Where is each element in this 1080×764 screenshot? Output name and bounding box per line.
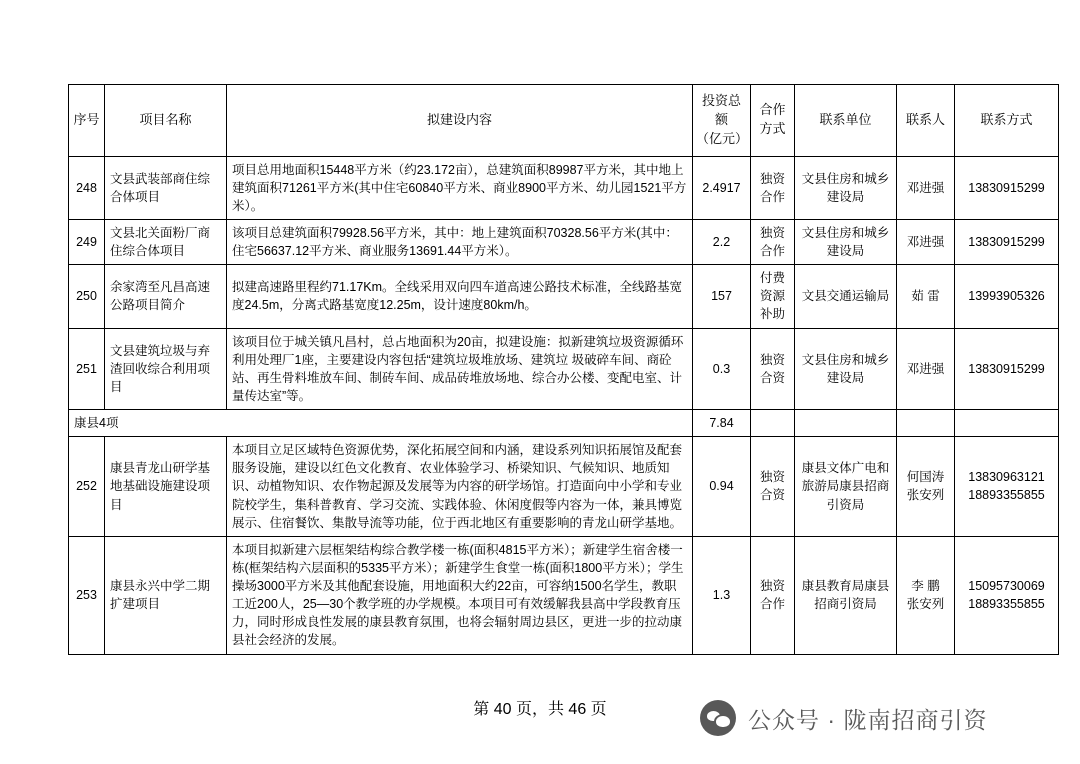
cell-total-investment: 2.4917 [693, 156, 751, 219]
cell-project-name: 文县北关面粉厂商住综合体项目 [105, 219, 227, 264]
cell-project-name: 康县青龙山研学基地基础设施建设项目 [105, 437, 227, 537]
cell-cooperation-mode: 独资合资 [751, 437, 795, 537]
table-row [69, 219, 1059, 264]
cell-project-name: 文县建筑垃圾与弃渣回收综合利用项目 [105, 328, 227, 410]
cell-no: 251 [69, 328, 105, 410]
cell-total-investment: 157 [693, 265, 751, 328]
cell-total-investment: 2.2 [693, 219, 751, 264]
cell-planned-content: 该项目位于城关镇凡昌村，总占地面积为20亩，拟建设施：拟新建筑垃圾资源循环利用处理厂1座，主要建设内容包括“建筑垃圾堆放场、建筑垃 圾破碎车间、商砼站、再生骨料堆放车间、制砖车间、成品砖堆放场地、综合办公楼、变配电室、计量传达室”等。 [227, 328, 693, 410]
project-table-container [68, 84, 1045, 655]
cell-contact-unit: 文县住房和城乡建设局 [795, 156, 897, 219]
cell-no: 250 [69, 265, 105, 328]
cell-contact-person: 茹 雷 [897, 265, 955, 328]
header-project-name: 项目名称 [105, 85, 227, 157]
cell-no: 253 [69, 536, 105, 654]
header-planned-content: 拟建设内容 [227, 85, 693, 157]
cell-contact-person: 李 鹏 张安列 [897, 536, 955, 654]
watermark-text: 公众号 · 陇南招商引资 [748, 706, 988, 733]
cell-subtotal-person [897, 410, 955, 437]
cell-subtotal-coop [751, 410, 795, 437]
table-row [69, 437, 1059, 537]
cell-no: 248 [69, 156, 105, 219]
cell-contact-info: 15095730069 18893355855 [955, 536, 1059, 654]
cell-project-name: 余家湾至凡昌高速公路项目简介 [105, 265, 227, 328]
cell-contact-info: 13830915299 [955, 156, 1059, 219]
cell-planned-content: 项目总用地面积15448平方米（约23.172亩），总建筑面积89987平方米，其中地上建筑面积71261平方米(其中住宅60840平方米、商业8900平方米、幼儿园1521平方米）。 [227, 156, 693, 219]
cell-project-name: 文县武装部商住综合体项目 [105, 156, 227, 219]
header-contact-info: 联系方式 [955, 85, 1059, 157]
cell-planned-content: 拟建高速路里程约71.17Km。全线采用双向四车道高速公路技术标准，全线路基宽度24.5m，分离式路基宽度12.25m，设计速度80km/h。 [227, 265, 693, 328]
cell-cooperation-mode: 独资合资 [751, 328, 795, 410]
cell-cooperation-mode: 独资合作 [751, 156, 795, 219]
cell-contact-person: 何国涛 张安列 [897, 437, 955, 537]
cell-total-investment: 0.3 [693, 328, 751, 410]
cell-cooperation-mode: 独资合作 [751, 536, 795, 654]
cell-total-investment: 0.94 [693, 437, 751, 537]
table-header-row [69, 85, 1059, 157]
header-contact-person: 联系人 [897, 85, 955, 157]
cell-contact-person: 邓进强 [897, 219, 955, 264]
table-row [69, 156, 1059, 219]
project-table [68, 84, 1059, 655]
cell-contact-info: 13830915299 [955, 328, 1059, 410]
cell-project-name: 康县永兴中学二期扩建项目 [105, 536, 227, 654]
cell-no: 252 [69, 437, 105, 537]
cell-planned-content: 该项目总建筑面积79928.56平方米，其中：地上建筑面积70328.56平方米(其中：住宅56637.12平方米、商业服务13691.44平方米）。 [227, 219, 693, 264]
cell-subtotal-contact [955, 410, 1059, 437]
cell-contact-info: 13830963121 18893355855 [955, 437, 1059, 537]
cell-subtotal-amount: 7.84 [693, 410, 751, 437]
table-row [69, 328, 1059, 410]
cell-subtotal-unit [795, 410, 897, 437]
table-row [69, 536, 1059, 654]
wechat-icon [700, 700, 736, 736]
header-cooperation-mode: 合作 方式 [751, 85, 795, 157]
cell-no: 249 [69, 219, 105, 264]
table-row [69, 265, 1059, 328]
page-footer-text: 第 40 页，共 46 页 [473, 701, 607, 718]
cell-total-investment: 1.3 [693, 536, 751, 654]
cell-cooperation-mode: 独资合作 [751, 219, 795, 264]
header-contact-unit: 联系单位 [795, 85, 897, 157]
watermark [700, 700, 987, 736]
cell-contact-info: 13993905326 [955, 265, 1059, 328]
header-no: 序号 [69, 85, 105, 157]
cell-contact-unit: 文县住房和城乡建设局 [795, 328, 897, 410]
cell-contact-unit: 康县文体广电和旅游局康县招商引资局 [795, 437, 897, 537]
cell-contact-person: 邓进强 [897, 156, 955, 219]
table-subtotal-row [69, 410, 1059, 437]
cell-contact-info: 13830915299 [955, 219, 1059, 264]
cell-contact-person: 邓进强 [897, 328, 955, 410]
cell-contact-unit: 文县交通运输局 [795, 265, 897, 328]
cell-planned-content: 本项目拟新建六层框架结构综合教学楼一栋(面积4815平方米）；新建学生宿舍楼一栋(框架结构六层面积的5335平方米）；新建学生食堂一栋(面积1800平方米）；学生操场3000平方米及其他配套设施，用地面积大约22亩，可容纳1500名学生，教职工近200人，25—30个教学班的办学规模。本项目可有效缓解我县高中学段教育压力，同时形成良性发展的康县教育氛围，也将会辐射周边县区，更进一步的拉动康县社会经济的发展。 [227, 536, 693, 654]
cell-cooperation-mode: 付费资源补助 [751, 265, 795, 328]
cell-contact-unit: 文县住房和城乡建设局 [795, 219, 897, 264]
cell-subtotal-label: 康县4项 [69, 410, 693, 437]
header-total-investment: 投资总额 （亿元） [693, 85, 751, 157]
cell-planned-content: 本项目立足区域特色资源优势，深化拓展空间和内涵，建设系列知识拓展馆及配套服务设施，建设以红色文化教育、农业体验学习、桥梁知识、气候知识、地质知识、动植物知识、农作物起源及发展等为内容的研学场馆。打造面向中小学和专业院校学生，集科普教育、学习交流、实践体验、休闲度假等内容为一体，兼具博览展示、住宿餐饮、集散导流等功能，位于西北地区有重要影响的青龙山研学基地。 [227, 437, 693, 537]
cell-contact-unit: 康县教育局康县招商引资局 [795, 536, 897, 654]
